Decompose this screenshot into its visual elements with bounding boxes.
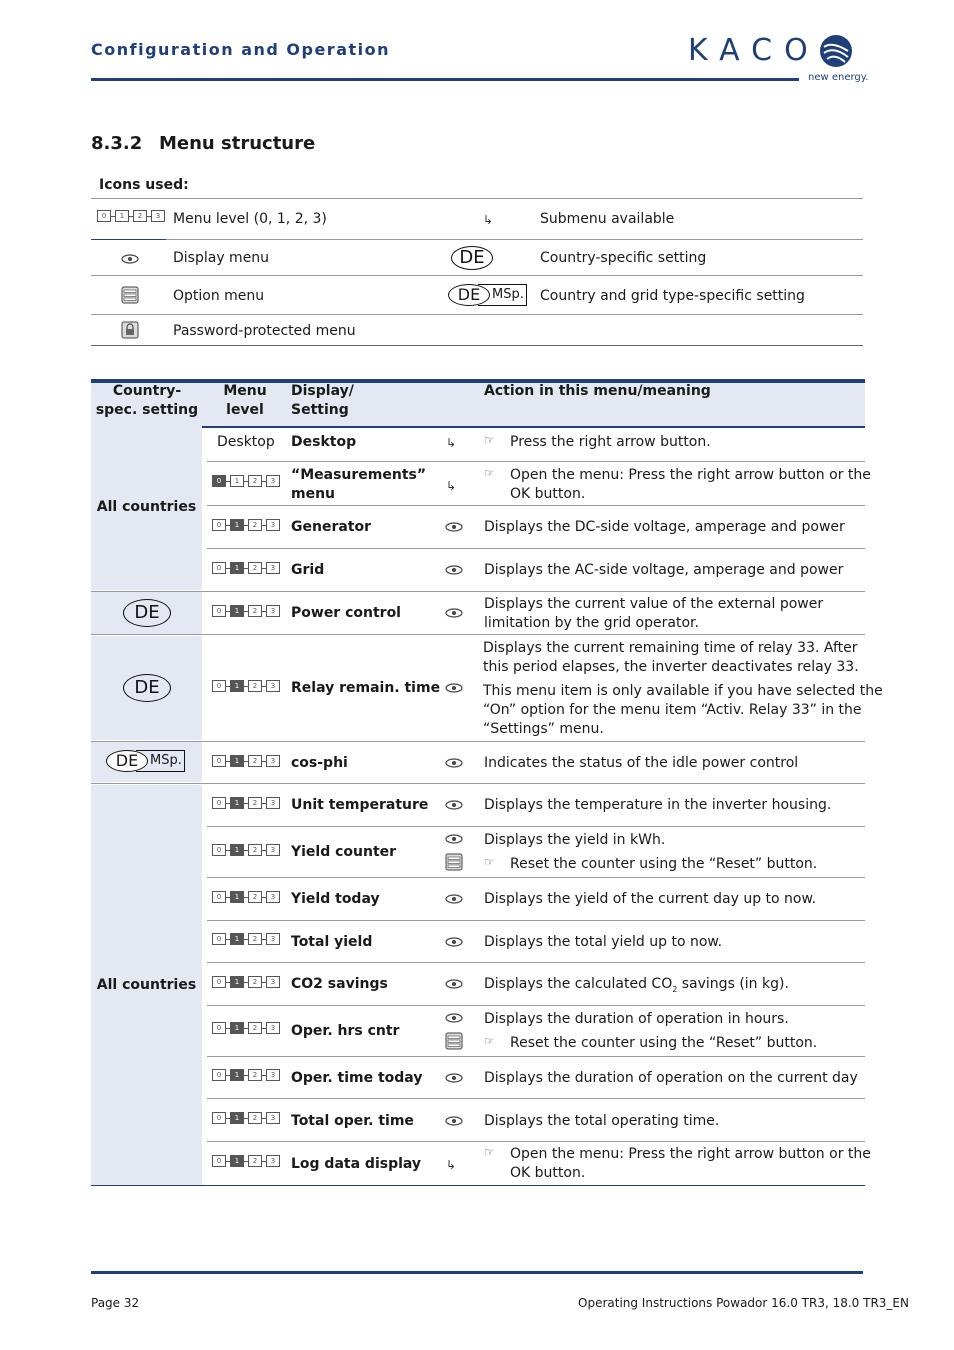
eye-icon xyxy=(445,979,463,989)
row-rule xyxy=(207,1056,865,1057)
menu-level-icon: 0 1 2 3 xyxy=(212,680,280,692)
header-country: Country- spec. setting xyxy=(95,383,199,418)
menu-item-name: Total oper. time xyxy=(291,1113,414,1129)
legend-rule-top xyxy=(91,198,863,199)
menu-level-icon: 0 1 2 3 xyxy=(212,475,280,487)
row-rule xyxy=(207,826,865,827)
action-text: Displays the yield of the current day up to now. xyxy=(484,891,817,907)
page-number: Page 32 xyxy=(91,1296,140,1310)
eye-icon xyxy=(445,1013,463,1023)
menu-item-name: Log data display xyxy=(291,1156,422,1172)
lock-icon xyxy=(121,321,139,339)
action-text: Press the right arrow button. xyxy=(510,434,711,450)
menu-level-icon: 0 1 2 3 xyxy=(212,797,280,809)
menu-item-name: Relay remain. time xyxy=(291,680,441,696)
action-text: Displays the total yield up to now. xyxy=(484,934,723,950)
menu-level-text: Desktop xyxy=(217,434,275,450)
legend-label: Country and grid type-specific setting xyxy=(540,288,805,304)
header-action: Action in this menu/meaning xyxy=(484,383,711,399)
menu-item-name: CO2 savings xyxy=(291,976,388,992)
menu-item-name: Yield today xyxy=(291,891,380,907)
action-text: Open the menu: Press the right arrow button or the OK button. xyxy=(510,467,871,502)
submenu-arrow-icon: ↳ xyxy=(446,436,457,450)
menu-level-icon: 0 1 2 3 xyxy=(97,210,165,222)
eye-icon xyxy=(445,758,463,768)
hand-pointer-icon: ☞ xyxy=(484,1145,495,1159)
row-rule xyxy=(207,461,865,462)
menu-level-icon: 0 1 2 3 xyxy=(212,755,280,767)
row-rule xyxy=(207,1098,865,1099)
menu-level-icon: 0 1 2 3 xyxy=(212,605,280,617)
menu-item-name: Generator xyxy=(291,519,372,535)
row-rule xyxy=(207,1141,865,1142)
menu-item-name: Grid xyxy=(291,562,325,578)
row-rule xyxy=(91,741,865,742)
country-grid-icon: DE MSp. xyxy=(448,284,527,306)
action-text: Displays the calculated $CO_2$ savings (in kg). xyxy=(484,976,789,994)
logo-tagline: new energy. xyxy=(808,72,869,83)
action-text: Indicates the status of the idle power control xyxy=(484,755,799,771)
eye-icon xyxy=(445,683,463,693)
row-rule xyxy=(207,1005,865,1006)
country-de-icon: DE xyxy=(123,674,171,702)
group-label: All countries xyxy=(96,499,197,515)
header-rule xyxy=(91,78,799,81)
action-text: Reset the counter using the “Reset” button. xyxy=(510,856,818,872)
menu-level-icon: 0 1 2 3 xyxy=(212,562,280,574)
menu-level-icon: 0 1 2 3 xyxy=(212,844,280,856)
action-text: Displays the duration of operation on the current day xyxy=(484,1070,858,1086)
legend-rule xyxy=(91,314,863,315)
hand-pointer-icon: ☞ xyxy=(484,466,495,480)
legend-label: Country-specific setting xyxy=(540,250,707,266)
running-header-title: Configuration and Operation xyxy=(91,40,391,59)
kaco-wave-logo-icon xyxy=(818,33,854,69)
hand-pointer-icon: ☞ xyxy=(484,1034,495,1048)
action-text: Displays the total operating time. xyxy=(484,1113,720,1129)
legend-label: Display menu xyxy=(173,250,270,266)
eye-icon xyxy=(445,1073,463,1083)
menu-level-icon: 0 1 2 3 xyxy=(212,891,280,903)
legend-rule xyxy=(91,275,863,276)
action-text: Displays the current remaining time of relay 33. After this period elapses, the inverter deactivates relay 33. This menu item is only available if you have selected the “On” option for the menu item “Activ. Relay 33” in the “Settings” menu. xyxy=(483,640,883,737)
eye-icon xyxy=(445,565,463,575)
menu-level-icon: 0 1 2 3 xyxy=(212,519,280,531)
eye-icon xyxy=(445,522,463,532)
row-rule xyxy=(207,505,865,506)
legend-rule xyxy=(166,239,863,240)
table-bottom-rule xyxy=(91,1185,865,1186)
action-text: Displays the DC-side voltage, amperage and power xyxy=(484,519,845,535)
submenu-arrow-icon: ↳ xyxy=(446,1158,457,1172)
group-label: All countries xyxy=(96,977,197,993)
eye-icon xyxy=(121,254,139,264)
menu-item-name: Oper. time today xyxy=(291,1070,423,1086)
menu-level-icon: 0 1 2 3 xyxy=(212,1112,280,1124)
row-rule xyxy=(91,634,865,635)
menu-item-name: Total yield xyxy=(291,934,373,950)
country-grid-icon: DE MSp. xyxy=(106,750,185,772)
eye-icon xyxy=(445,937,463,947)
menu-item-name: Power control xyxy=(291,605,401,621)
eye-icon xyxy=(445,1116,463,1126)
legend-heading: Icons used: xyxy=(99,177,189,193)
submenu-arrow-icon: ↳ xyxy=(483,213,494,227)
menu-level-icon: 0 1 2 3 xyxy=(212,933,280,945)
row-rule xyxy=(207,877,865,878)
action-text: Displays the AC-side voltage, amperage and power xyxy=(484,562,844,578)
eye-icon xyxy=(445,834,463,844)
header-display: Display/ Setting xyxy=(291,383,354,418)
legend-label: Menu level (0, 1, 2, 3) xyxy=(173,211,327,227)
action-text: Reset the counter using the “Reset” button. xyxy=(510,1035,818,1051)
legend-rule-bottom xyxy=(91,345,863,346)
action-text: Displays the yield in kWh. xyxy=(484,832,666,848)
legend-label: Submenu available xyxy=(540,211,675,227)
country-de-icon: DE xyxy=(123,599,171,627)
section-heading xyxy=(91,133,315,154)
option-menu-icon xyxy=(445,853,463,871)
eye-icon xyxy=(445,800,463,810)
eye-icon xyxy=(445,608,463,618)
action-text: Displays the current value of the external power limitation by the grid operator. xyxy=(484,596,824,631)
hand-pointer-icon: ☞ xyxy=(484,855,495,869)
action-text: Displays the temperature in the inverter housing. xyxy=(484,797,832,813)
option-menu-icon xyxy=(445,1032,463,1050)
kaco-logo: KACO xyxy=(688,33,820,68)
legend-label: Password-protected menu xyxy=(173,323,356,339)
menu-level-icon: 0 1 2 3 xyxy=(212,976,280,988)
section-number: 8.3.2 xyxy=(91,133,143,154)
menu-item-name: Yield counter xyxy=(291,844,397,860)
row-rule xyxy=(91,783,865,784)
menu-item-name: Unit temperature xyxy=(291,797,429,813)
menu-level-icon: 0 1 2 3 xyxy=(212,1069,280,1081)
section-title: Menu structure xyxy=(159,133,316,154)
action-text: Open the menu: Press the right arrow button or the OK button. xyxy=(510,1146,871,1181)
hand-pointer-icon: ☞ xyxy=(484,433,495,447)
menu-item-name: Desktop xyxy=(291,434,357,450)
action-text: Displays the duration of operation in hours. xyxy=(484,1011,789,1027)
footer-rule xyxy=(91,1271,863,1274)
legend-label: Option menu xyxy=(173,288,265,304)
country-de-icon: DE xyxy=(451,246,493,270)
row-rule xyxy=(207,962,865,963)
row-rule xyxy=(91,591,865,592)
submenu-arrow-icon: ↳ xyxy=(446,479,457,493)
table-header xyxy=(91,379,865,428)
option-menu-icon xyxy=(121,286,139,304)
document-title: Operating Instructions Powador 16.0 TR3, 18.0 TR3_EN xyxy=(578,1296,909,1310)
eye-icon xyxy=(445,894,463,904)
legend-accent-rule xyxy=(91,239,166,240)
menu-item-name: Oper. hrs cntr xyxy=(291,1023,400,1039)
header-level: Menu level xyxy=(223,383,267,418)
menu-level-icon: 0 1 2 3 xyxy=(212,1155,280,1167)
menu-level-icon: 0 1 2 3 xyxy=(212,1022,280,1034)
row-rule xyxy=(207,548,865,549)
menu-item-name: cos-phi xyxy=(291,755,348,771)
menu-item-name: “Measurements” menu xyxy=(291,467,427,502)
row-rule xyxy=(207,920,865,921)
